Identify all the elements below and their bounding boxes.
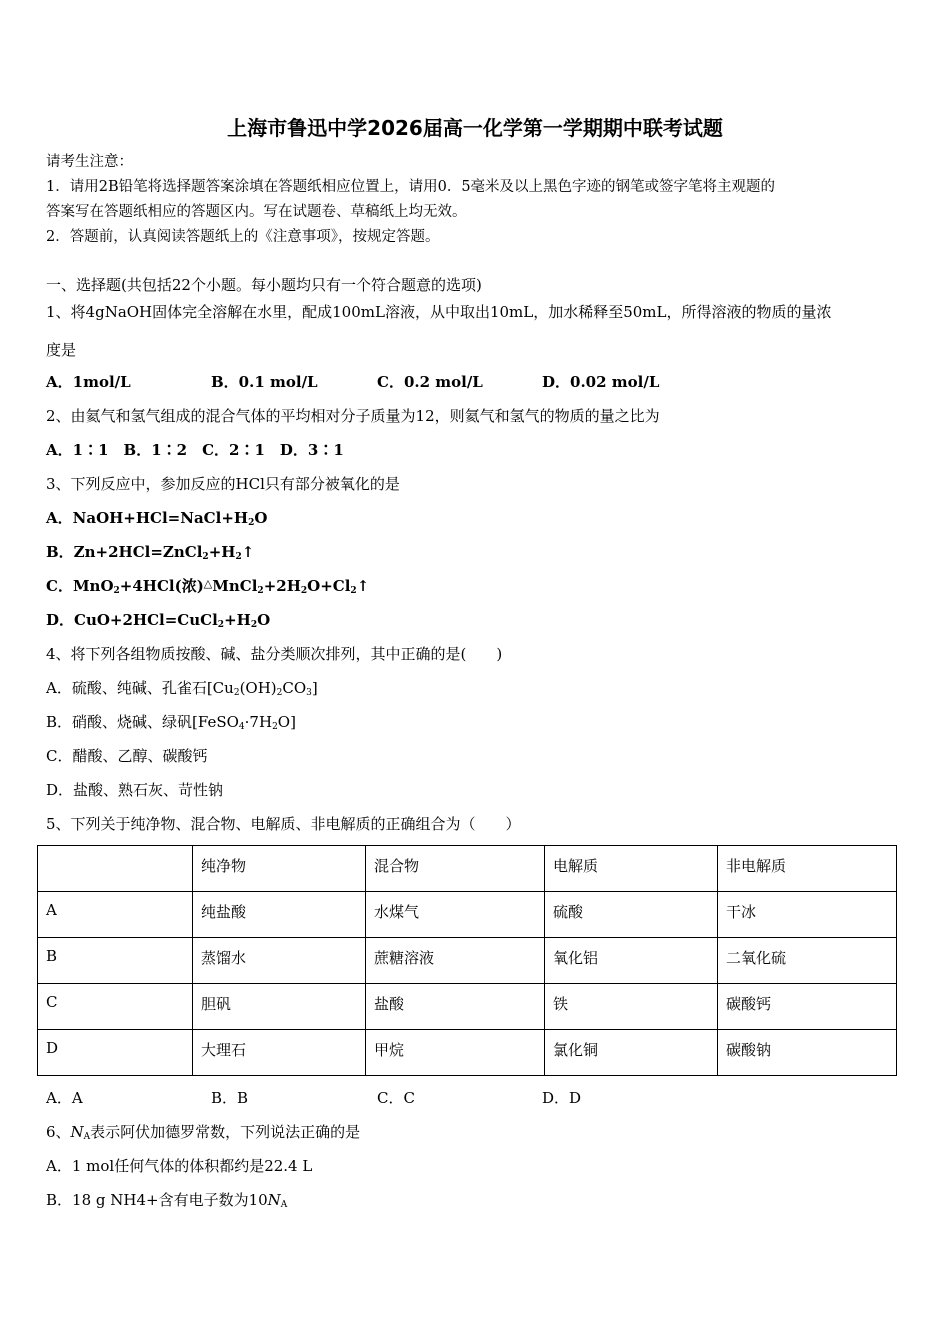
table-header-cell: 电解质: [545, 846, 718, 892]
section-heading: 一、选择题(共包括22个小题。每小题均只有一个符合题意的选项): [46, 276, 482, 294]
table-cell: 铁: [545, 984, 718, 1030]
notice-line-1b: 答案写在答题纸相应的答题区内。写在试题卷、草稿纸上均无效。: [46, 204, 467, 220]
q5-option-a: A．A: [46, 1089, 83, 1107]
table-cell: A: [38, 892, 193, 938]
q6-option-a: A．1 mol任何气体的体积都约是22.4 L: [46, 1157, 313, 1175]
table-row: [38, 1030, 897, 1076]
table-cell: 水煤气: [366, 892, 545, 938]
table-cell: 氧化铝: [545, 938, 718, 984]
table-row: [38, 938, 897, 984]
table-header-row: [38, 846, 897, 892]
table-cell: B: [38, 938, 193, 984]
q1-option-b: B．0.1 mol/L: [211, 373, 318, 391]
table-cell: 盐酸: [366, 984, 545, 1030]
notice-line-2: 2．答题前，认真阅读答题纸上的《注意事项》，按规定答题。: [46, 229, 440, 245]
q4-option-d: D．盐酸、熟石灰、苛性钠: [46, 781, 224, 799]
q1-option-a: A．1mol/L: [46, 373, 131, 391]
table-row: [38, 984, 897, 1030]
table-cell: 蔗糖溶液: [366, 938, 545, 984]
table-cell: 硫酸: [545, 892, 718, 938]
table-cell: 蒸馏水: [193, 938, 366, 984]
q4-option-c: C．醋酸、乙醇、碳酸钙: [46, 747, 208, 765]
q5-table: [37, 845, 897, 1076]
table-cell: C: [38, 984, 193, 1030]
table-cell: 大理石: [193, 1030, 366, 1076]
notice-line-1a: 1．请用2B铅笔将选择题答案涂填在答题纸相应位置上，请用0．5毫米及以上黑色字迹的钢笔或签字笔将主观题的: [46, 179, 776, 195]
q6-stem: 6、$N_A$表示阿伏加德罗常数，下列说法正确的是: [46, 1123, 361, 1142]
table-cell: 氯化铜: [545, 1030, 718, 1076]
table-header-cell: 纯净物: [193, 846, 366, 892]
table-cell: 干冰: [718, 892, 897, 938]
q1-option-c: C．0.2 mol/L: [377, 373, 483, 391]
q2-options: A．1∶1 B．1∶2 C．2∶1 D．3∶1: [46, 441, 344, 459]
notice-heading: 请考生注意：: [46, 154, 133, 170]
q4-option-a: A．硫酸、纯碱、孔雀石$[Cu_2(OH)_2CO_3]$: [46, 679, 318, 698]
q1-stem-b: 度是: [46, 341, 77, 359]
q4-stem: 4、将下列各组物质按酸、碱、盐分类顺次排列，其中正确的是( ): [46, 645, 503, 663]
q5-option-d: D．D: [542, 1089, 582, 1107]
table-cell: 碳酸钠: [718, 1030, 897, 1076]
q1-option-d: D．0.02 mol/L: [542, 373, 660, 391]
table-cell: 碳酸钙: [718, 984, 897, 1030]
q2-stem: 2、由氦气和氢气组成的混合气体的平均相对分子质量为12，则氦气和氢气的物质的量之比为: [46, 407, 660, 425]
q5-option-c: C．C: [377, 1089, 415, 1107]
q5-option-b: B．B: [211, 1089, 249, 1107]
table-cell: D: [38, 1030, 193, 1076]
q3-option-b: B．$Zn+2HCl=ZnCl_2+H_2↑$: [46, 543, 255, 562]
table-cell: 胆矾: [193, 984, 366, 1030]
table-cell: 纯盐酸: [193, 892, 366, 938]
table-cell: 二氧化硫: [718, 938, 897, 984]
table-cell: [38, 846, 193, 892]
q3-stem: 3、下列反应中，参加反应的HCl只有部分被氧化的是: [46, 475, 400, 493]
q4-option-b: B．硝酸、烧碱、绿矾$[FeSO_4\cdot 7H_2O]$: [46, 713, 296, 732]
table-header-cell: 混合物: [366, 846, 545, 892]
heat-symbol: △: [203, 577, 213, 590]
table-header-cell: 非电解质: [718, 846, 897, 892]
q1-stem-a: 1、将4gNaOH固体完全溶解在水里，配成100mL溶液，从中取出10mL，加水稀释至50mL，所得溶液的物质的量浓: [46, 303, 832, 321]
q5-stem: 5、下列关于纯净物、混合物、电解质、非电解质的正确组合为（ ）: [46, 815, 521, 833]
q3-option-a: A．$NaOH+HCl=NaCl+H_2O$: [46, 509, 268, 528]
q3-option-d: D．$CuO+2HCl=CuCl_2+H_2O$: [46, 611, 271, 630]
table-cell: 甲烷: [366, 1030, 545, 1076]
table-row: [38, 892, 897, 938]
q3-option-c: C．MnO$_2$+4HCl(浓)$^\triangle MnCl_2+2H_2O+Cl_2↑$: [46, 577, 370, 596]
page-title: 上海市鲁迅中学2026届高一化学第一学期期中联考试题: [227, 116, 723, 140]
q6-option-b: B．18 g NH4+含有电子数为$10N_A$: [46, 1191, 288, 1210]
